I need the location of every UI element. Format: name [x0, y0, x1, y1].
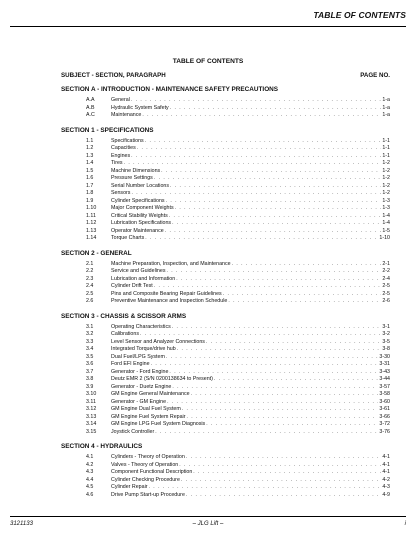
entry-title: Cylinder Repair: [111, 484, 148, 490]
dot-leader: [151, 361, 379, 369]
dot-leader: [177, 346, 382, 354]
entry-page-number: 3-2: [382, 331, 390, 337]
entry-page-number: 2-4: [382, 275, 390, 282]
dot-leader: [223, 291, 382, 299]
dot-leader: [170, 105, 382, 113]
entry-page-number: 1-4: [382, 212, 390, 219]
toc-entry[interactable]: [61, 97, 390, 105]
entry-page-number: 1-2: [382, 182, 390, 189]
entry-page-number: 1-1: [382, 145, 390, 151]
entry-number: 4.3: [86, 469, 94, 475]
toc-entry[interactable]: [61, 283, 390, 291]
entry-title: Pressure Settings: [111, 175, 153, 181]
toc-entry[interactable]: [61, 462, 390, 470]
page-footer: [10, 521, 406, 527]
column-headers: [61, 72, 390, 79]
entry-page-number: 2-1: [382, 260, 390, 267]
toc-entry[interactable]: [61, 160, 390, 168]
toc-section: [61, 85, 390, 120]
toc-entry[interactable]: [61, 369, 390, 377]
entry-title: Deutz EMR 2 (S/N 0200138634 to Present): [111, 376, 213, 382]
toc-entry[interactable]: [61, 145, 390, 153]
dot-leader: [131, 190, 381, 198]
entry-number: 4.4: [86, 476, 94, 483]
page-column-header: PAGE NO.: [360, 72, 390, 79]
entry-number: A.A: [86, 97, 95, 103]
dot-leader: [167, 399, 378, 407]
entry-number: 3.12: [86, 406, 97, 412]
entry-title: Service and Guidelines: [111, 268, 166, 274]
dot-leader: [137, 145, 382, 153]
entry-page-number: 3-43: [379, 368, 390, 375]
entry-number: 3.7: [86, 368, 94, 375]
entry-title: Generator - Ford Engine: [111, 368, 169, 375]
entry-page-number: 4-1: [382, 469, 390, 475]
entry-page-number: 3-1: [382, 323, 390, 330]
dot-leader: [165, 228, 382, 236]
dot-leader: [145, 235, 378, 243]
dot-leader: [186, 492, 381, 500]
entry-number: A.C: [86, 112, 95, 118]
entry-title: Component Functional Description: [111, 469, 193, 475]
toc-section: [61, 312, 390, 437]
section-heading[interactable]: SECTION 2 - GENERAL: [61, 249, 132, 257]
table-of-contents: [61, 85, 390, 505]
dot-leader: [176, 276, 381, 284]
toc-entry[interactable]: [61, 492, 390, 500]
entry-number: 4.1: [86, 454, 94, 460]
entry-page-number: 1-2: [382, 190, 390, 196]
entry-number: 1.12: [86, 220, 97, 226]
dot-leader: [172, 384, 378, 392]
entry-number: 3.15: [86, 428, 97, 435]
entry-number: 3.2: [86, 331, 94, 337]
entry-page-number: 3-57: [379, 383, 390, 390]
entry-page-number: 1-10: [379, 235, 390, 241]
entry-page-number: 3-44: [379, 376, 390, 382]
toc-entry[interactable]: [61, 175, 390, 183]
entry-title: Generator - GM Engine: [111, 398, 167, 405]
entry-number: 1.14: [86, 235, 97, 241]
entry-number: 1.5: [86, 167, 94, 174]
entry-title: Critical Stability Weights: [111, 212, 168, 219]
footer-rule: [10, 516, 406, 517]
dot-leader: [206, 421, 378, 429]
entry-page-number: 1-a: [382, 97, 390, 103]
entry-page-number: 1-2: [382, 167, 390, 174]
toc-entry[interactable]: [61, 153, 390, 161]
dot-leader: [172, 324, 382, 332]
dot-leader: [166, 198, 382, 206]
dot-leader: [131, 153, 381, 161]
entry-page-number: 1-1: [382, 152, 390, 159]
toc-entry[interactable]: [61, 190, 390, 198]
toc-entry[interactable]: [61, 469, 390, 477]
dot-leader: [124, 160, 382, 168]
toc-entry[interactable]: [61, 484, 390, 492]
entry-number: 1.2: [86, 145, 94, 151]
dot-leader: [186, 454, 382, 462]
toc-entry[interactable]: [61, 168, 390, 176]
dot-leader: [182, 406, 379, 414]
entry-title: GM Engine General Maintenance: [111, 391, 190, 397]
entry-title: General: [111, 97, 130, 103]
entry-page-number: 3-5: [382, 338, 390, 345]
entry-number: 3.6: [86, 361, 94, 367]
entry-page-number: 2-2: [382, 268, 390, 274]
document-number: 3121133: [10, 521, 33, 527]
section-entries: [61, 97, 390, 120]
entry-title: Hydraulic System Safety: [111, 104, 169, 111]
entry-title: Lubrication Specifications: [111, 220, 172, 226]
entry-page-number: 1-2: [382, 175, 390, 181]
toc-entry[interactable]: [61, 376, 390, 384]
toc-entry[interactable]: [61, 183, 390, 191]
entry-number: 4.2: [86, 461, 94, 468]
entry-page-number: 1-3: [382, 205, 390, 211]
entry-number: 1.10: [86, 205, 97, 211]
section-heading[interactable]: SECTION 1 - SPECIFICATIONS: [61, 126, 154, 134]
dot-leader: [145, 138, 382, 146]
entry-number: 3.9: [86, 383, 94, 390]
toc-entry[interactable]: [61, 205, 390, 213]
entry-title: Capacities: [111, 145, 136, 151]
entry-title: Integrated Torque/drive hub: [111, 346, 176, 352]
entry-page-number: 1-3: [382, 197, 390, 204]
entry-number: 1.9: [86, 197, 94, 204]
header-rule: [10, 26, 406, 27]
entry-number: 2.3: [86, 275, 94, 282]
entry-title: Lubrication and Information: [111, 275, 176, 282]
section-heading[interactable]: SECTION 3 - CHASSIS & SCISSOR ARMS: [61, 312, 187, 320]
entry-number: 3.11: [86, 398, 96, 405]
dot-leader: [186, 414, 378, 422]
toc-section: [61, 249, 390, 306]
entry-number: 4.5: [86, 484, 94, 490]
entry-number: 1.7: [86, 182, 94, 189]
section-entries: [61, 324, 390, 437]
entry-title: Valves - Theory of Operation: [111, 461, 179, 468]
entry-page-number: 4-2: [382, 476, 390, 483]
entry-page-number: 2-6: [382, 298, 390, 304]
section-entries: [61, 261, 390, 306]
entry-page-number: 4-9: [382, 491, 390, 498]
entry-page-number: 4-1: [382, 454, 390, 460]
dot-leader: [169, 213, 382, 221]
entry-number: 1.1: [86, 137, 94, 144]
section-heading[interactable]: SECTION 4 - HYDRAULICS: [61, 443, 143, 450]
dot-leader: [206, 339, 381, 347]
toc-entry[interactable]: [61, 429, 390, 437]
entry-page-number: 2-5: [382, 283, 390, 289]
entry-title: Specifications: [111, 137, 144, 144]
page-number: i: [404, 521, 406, 527]
entry-number: 3.8: [86, 376, 94, 382]
entry-page-number: 3-72: [379, 421, 390, 427]
dot-leader: [166, 268, 381, 276]
entry-number: A.B: [86, 104, 95, 111]
entry-page-number: 2-5: [382, 290, 390, 297]
toc-entry[interactable]: [61, 105, 390, 113]
toc-entry[interactable]: [61, 399, 390, 407]
dot-leader: [149, 484, 382, 492]
entry-number: 1.3: [86, 152, 94, 159]
dot-leader: [140, 331, 381, 339]
entry-number: 4.6: [86, 491, 94, 498]
section-entries: [61, 454, 390, 499]
toc-entry[interactable]: [61, 354, 390, 362]
entry-title: Generator - Duetz Engine: [111, 383, 172, 390]
entry-page-number: 1-4: [382, 220, 390, 226]
toc-entry[interactable]: [61, 298, 390, 306]
toc-entry[interactable]: [61, 331, 390, 339]
entry-number: 2.1: [86, 260, 94, 267]
toc-section: [61, 126, 390, 243]
entry-number: 2.5: [86, 290, 94, 297]
dot-leader: [169, 369, 378, 377]
entry-title: Machine Preparation, Inspection, and Maintenance: [111, 260, 231, 267]
dot-leader: [155, 429, 378, 437]
toc-entry[interactable]: [61, 346, 390, 354]
toc-entry[interactable]: [61, 391, 390, 399]
entry-title: Pins and Composite Bearing Repair Guidelines: [111, 290, 222, 297]
entry-title: GM Engine Dual Fuel System: [111, 406, 181, 412]
entry-title: Major Component Weights: [111, 205, 174, 211]
dot-leader: [181, 477, 381, 485]
section-heading[interactable]: SECTION A - INTRODUCTION - MAINTENANCE SAFETY PRECAUTIONS: [61, 86, 279, 93]
entry-title: GM Engine LPG Fuel System Diagnosis: [111, 421, 206, 427]
toc-entry[interactable]: [61, 406, 390, 414]
toc-entry[interactable]: [61, 384, 390, 392]
toc-entry[interactable]: [61, 235, 390, 243]
entry-title: Engines: [111, 152, 131, 159]
entry-number: 3.4: [86, 346, 94, 352]
toc-entry[interactable]: [61, 138, 390, 146]
entry-number: 1.13: [86, 227, 97, 234]
entry-page-number: 3-66: [379, 413, 390, 420]
entry-page-number: 3-8: [382, 346, 390, 352]
entry-title: Cylinder Specifications: [111, 197, 165, 204]
entry-number: 3.10: [86, 391, 97, 397]
dot-leader: [170, 183, 381, 191]
entry-number: 1.4: [86, 160, 94, 166]
entry-page-number: 3-58: [379, 391, 390, 397]
entry-title: Torque Charts: [111, 235, 145, 241]
toc-entry[interactable]: [61, 324, 390, 332]
entry-number: 3.13: [86, 413, 97, 420]
toc-entry[interactable]: [61, 361, 390, 369]
entry-page-number: 3-60: [379, 398, 390, 405]
entry-title: Level Sensor and Analyzer Connections: [111, 338, 205, 345]
entry-page-number: 3-61: [379, 406, 390, 412]
subject-column-header: SUBJECT - SECTION, PARAGRAPH: [61, 72, 166, 79]
entry-title: Preventive Maintenance and Inspection Schedule: [111, 298, 228, 304]
entry-number: 2.6: [86, 298, 94, 304]
toc-entry[interactable]: [61, 213, 390, 221]
toc-entry[interactable]: [61, 339, 390, 347]
dot-leader: [154, 175, 382, 183]
toc-entry[interactable]: [61, 454, 390, 462]
entry-page-number: 1-2: [382, 160, 390, 166]
dot-leader: [172, 220, 381, 228]
toc-entry[interactable]: [61, 261, 390, 269]
entry-title: Calibrations: [111, 331, 139, 337]
dot-leader: [154, 283, 382, 291]
entry-page-number: 1-a: [382, 112, 390, 118]
toc-entry[interactable]: [61, 414, 390, 422]
entry-number: 1.11: [86, 212, 96, 219]
entry-title: Ford EFI Engine: [111, 361, 150, 367]
entry-number: 3.5: [86, 353, 94, 360]
running-header-title: TABLE OF CONTENTS: [313, 10, 406, 20]
entry-title: Joystick Controller: [111, 428, 155, 435]
entry-number: 1.8: [86, 190, 94, 196]
toc-entry[interactable]: [61, 276, 390, 284]
toc-entry[interactable]: [61, 112, 390, 120]
dot-leader: [161, 168, 381, 176]
entry-page-number: 1-1: [382, 137, 390, 144]
dot-leader: [214, 376, 379, 384]
dot-leader: [175, 205, 382, 213]
entry-page-number: 3-76: [379, 428, 390, 435]
toc-entry[interactable]: [61, 198, 390, 206]
entry-number: 3.1: [86, 323, 94, 330]
entry-title: Serial Number Locations: [111, 182, 169, 189]
entry-number: 2.4: [86, 283, 94, 289]
entry-title: Cylinder Checking Procedure: [111, 476, 180, 483]
entry-title: Tires: [111, 160, 123, 166]
entry-title: Operator Maintenance: [111, 227, 164, 234]
entry-title: Dual Fuel/LPG System: [111, 353, 165, 360]
publisher-name: – JLG Lift –: [192, 521, 224, 527]
entry-page-number: 4-3: [382, 484, 390, 490]
dot-leader: [228, 298, 381, 306]
entry-title: Drive Pump Start-up Procedure: [111, 491, 185, 498]
dot-leader: [131, 97, 381, 105]
dot-leader: [191, 391, 379, 399]
dot-leader: [142, 112, 381, 120]
toc-entry[interactable]: [61, 228, 390, 236]
toc-entry[interactable]: [61, 291, 390, 299]
page-title: TABLE OF CONTENTS: [172, 58, 244, 65]
entry-title: Cylinders - Theory of Operation: [111, 454, 185, 460]
entry-number: 3.14: [86, 421, 97, 427]
entry-number: 2.2: [86, 268, 94, 274]
entry-number: 3.3: [86, 338, 94, 345]
entry-number: 1.6: [86, 175, 94, 181]
entry-page-number: 4-1: [382, 461, 390, 468]
dot-leader: [179, 462, 381, 470]
section-entries: [61, 138, 390, 243]
dot-leader: [193, 469, 381, 477]
entry-page-number: 3-30: [379, 353, 390, 360]
entry-page-number: 3-31: [379, 361, 390, 367]
toc-entry[interactable]: [61, 477, 390, 485]
entry-title: Maintenance: [111, 112, 142, 118]
entry-title: Operating Characteristics: [111, 323, 171, 330]
entry-page-number: 1-5: [382, 227, 390, 234]
entry-title: Sensors: [111, 190, 131, 196]
dot-leader: [166, 354, 379, 362]
entry-title: Cylinder Drift Test: [111, 283, 153, 289]
dot-leader: [232, 261, 382, 269]
toc-entry[interactable]: [61, 421, 390, 429]
toc-entry[interactable]: [61, 220, 390, 228]
toc-entry[interactable]: [61, 268, 390, 276]
entry-page-number: 1-a: [382, 104, 390, 111]
entry-title: Machine Dimensions: [111, 167, 161, 174]
entry-title: GM Engine Fuel System Repair: [111, 413, 186, 420]
toc-section: [61, 442, 390, 499]
